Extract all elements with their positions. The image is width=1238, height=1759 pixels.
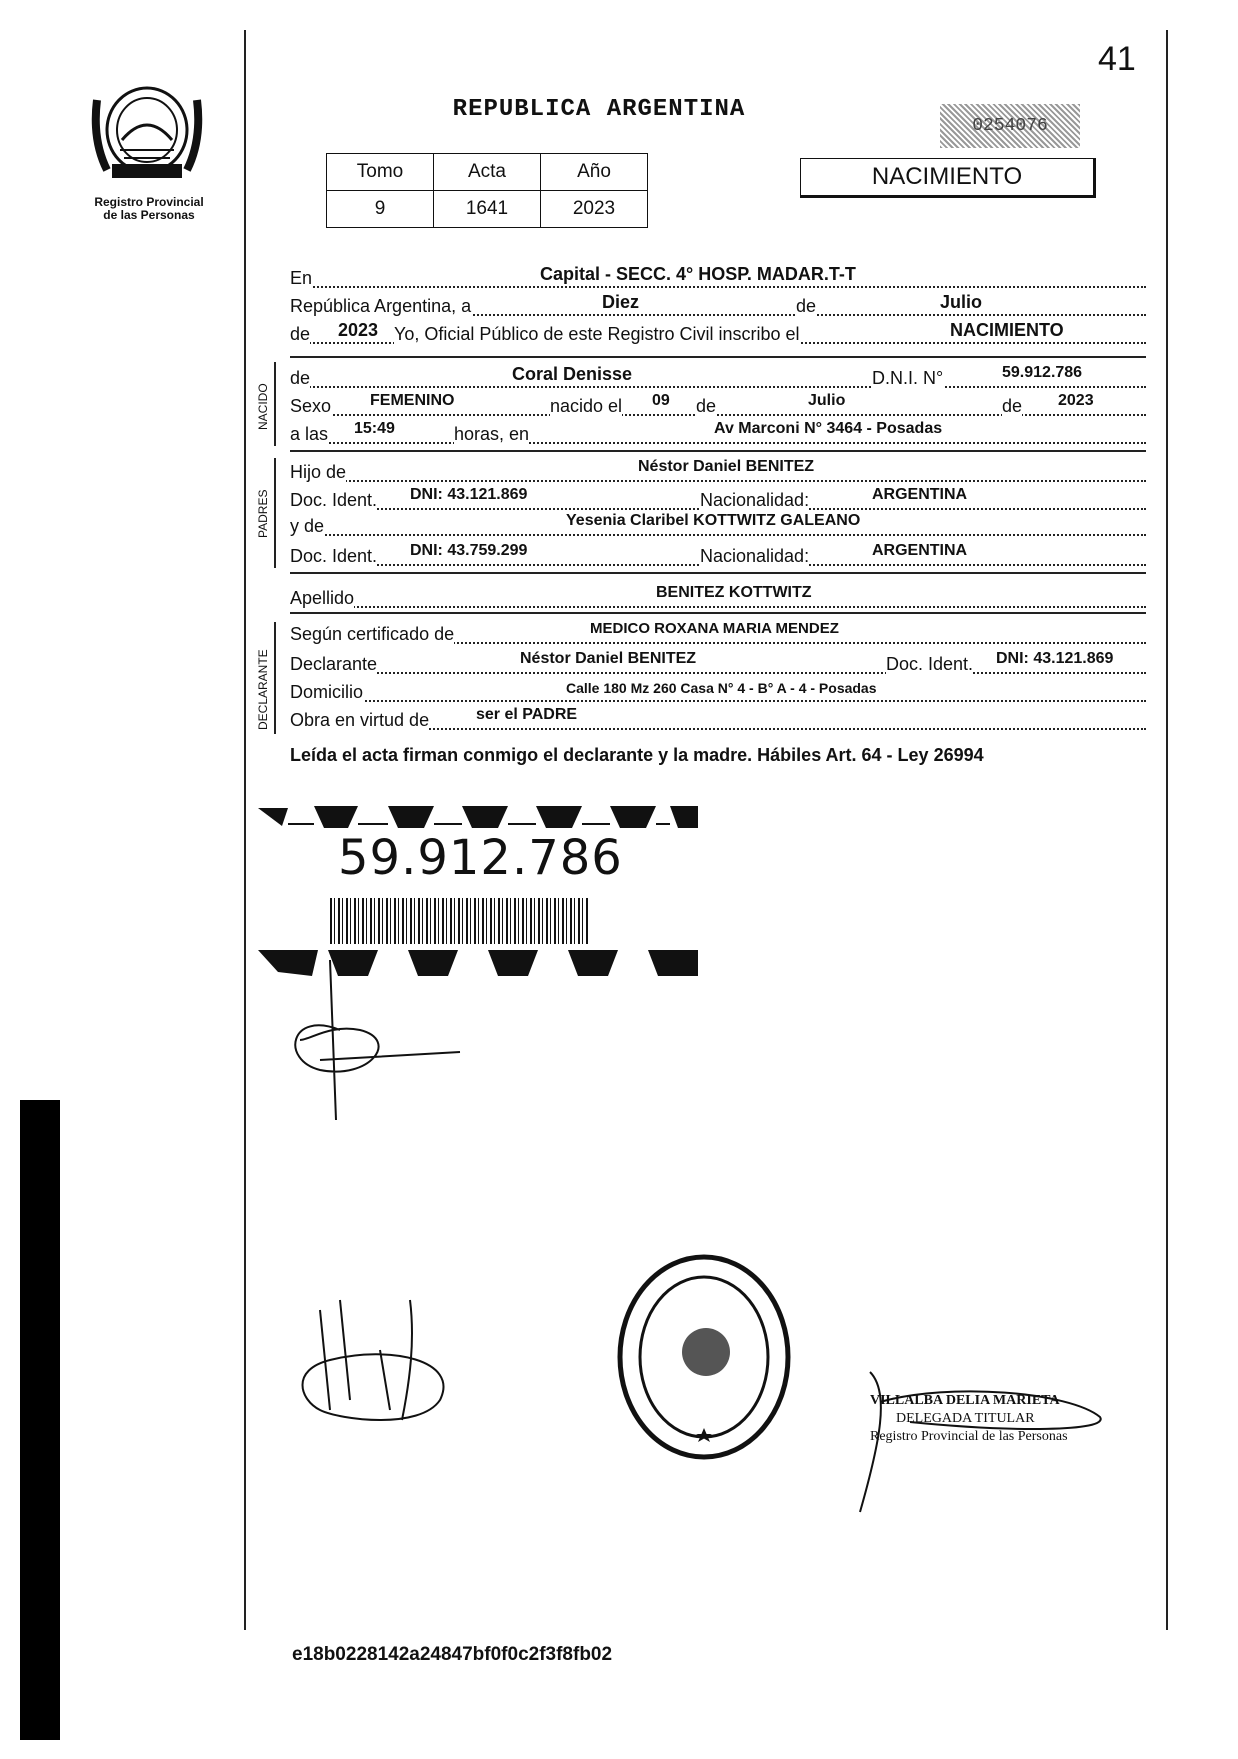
certificate-value: MEDICO ROXANA MARIA MENDEZ bbox=[590, 620, 839, 637]
ref-value-tomo: 9 bbox=[327, 191, 434, 228]
row-mother-doc: Doc. Ident. DNI: 43.759.299 Nacionalidad: ARGENTINA bbox=[290, 542, 1146, 566]
section-label-padres: PADRES bbox=[256, 489, 270, 538]
declarant-doc: DNI: 43.121.869 bbox=[996, 650, 1114, 667]
section-label-declarante: DECLARANTE bbox=[256, 649, 270, 730]
father-doc: DNI: 43.121.869 bbox=[410, 486, 528, 503]
row-place: En Capital - SECC. 4° HOSP. MADAR.T-T bbox=[290, 264, 1146, 288]
barcode-icon bbox=[330, 898, 590, 944]
row-sex-birth: Sexo FEMENINO nacido el 09 de Julio de 2023 bbox=[290, 392, 1146, 416]
declarant-name: Néstor Daniel BENITEZ bbox=[520, 650, 697, 667]
mother-name: Yesenia Claribel KOTTWITZ GALEANO bbox=[566, 512, 861, 529]
left-margin-line bbox=[244, 30, 246, 1630]
birth-month: Julio bbox=[808, 392, 846, 409]
ref-header-acta: Acta bbox=[434, 154, 541, 191]
birth-time: 15:49 bbox=[354, 420, 395, 437]
month-value: Julio bbox=[940, 292, 983, 312]
page-number: 41 bbox=[1098, 40, 1136, 78]
signature-mother-icon bbox=[290, 1280, 480, 1440]
father-name: Néstor Daniel BENITEZ bbox=[638, 458, 815, 475]
domicile-value: Calle 180 Mz 260 Casa N° 4 - B° A - 4 - Posadas bbox=[566, 680, 877, 696]
divider bbox=[290, 612, 1146, 614]
row-mother: y de Yesenia Claribel KOTTWITZ GALEANO bbox=[290, 512, 1146, 536]
ref-header-anio: Año bbox=[541, 154, 648, 191]
row-father-doc: Doc. Ident. DNI: 43.121.869 Nacionalidad: ARGENTINA bbox=[290, 486, 1146, 510]
reference-table bbox=[326, 153, 648, 228]
place-value: Capital - SECC. 4° HOSP. MADAR.T-T bbox=[540, 264, 856, 284]
row-certificate: Según certificado de MEDICO ROXANA MARIA MENDEZ bbox=[290, 620, 1146, 644]
scan-edge bbox=[20, 1100, 60, 1740]
event-value: NACIMIENTO bbox=[950, 320, 1064, 340]
province-crest-icon bbox=[82, 80, 212, 180]
child-name: Coral Denisse bbox=[512, 364, 633, 384]
divider bbox=[290, 356, 1146, 358]
row-time-place: a las 15:49 horas, en Av Marconi N° 3464 - Posadas bbox=[290, 420, 1146, 444]
signature-declarant-icon bbox=[280, 960, 470, 1130]
row-father: Hijo de Néstor Daniel BENITEZ bbox=[290, 458, 1146, 482]
dni-large: 59.912.786 bbox=[338, 830, 623, 886]
birth-day: 09 bbox=[652, 392, 670, 409]
signatory-role: DELEGADA TITULAR bbox=[896, 1411, 1035, 1426]
registry-org-name: Registro Provincial de las Personas bbox=[94, 195, 204, 222]
child-sex: FEMENINO bbox=[370, 392, 455, 409]
row-declarant: Declarante Néstor Daniel BENITEZ Doc. Ident. DNI: 43.121.869 bbox=[290, 650, 1146, 674]
document-title: REPUBLICA ARGENTINA bbox=[452, 96, 746, 123]
row-officer: de 2023 Yo, Oficial Público de este Registro Civil inscribo el NACIMIENTO bbox=[290, 320, 1146, 344]
document-hash: e18b0228142a24847bf0f0c2f3f8fb02 bbox=[292, 1644, 613, 1665]
divider bbox=[290, 450, 1146, 452]
section-label-nacido: NACIDO bbox=[256, 383, 270, 430]
official-seal-icon bbox=[614, 1252, 794, 1462]
nacido-bar bbox=[274, 362, 276, 446]
signatory-org: Registro Provincial de las Personas bbox=[870, 1429, 1068, 1444]
ref-value-acta: 1641 bbox=[434, 191, 541, 228]
reason-value: ser el PADRE bbox=[476, 706, 578, 723]
divider bbox=[290, 572, 1146, 574]
day-value: Diez bbox=[602, 292, 640, 312]
mother-nationality: ARGENTINA bbox=[872, 542, 968, 559]
legal-text: Leída el acta firman conmigo el declarante y la madre. Hábiles Art. 64 - Ley 26994 bbox=[290, 745, 984, 765]
surname-value: BENITEZ KOTTWITZ bbox=[656, 584, 812, 601]
row-child-name: de Coral Denisse D.N.I. N° 59.912.786 bbox=[290, 364, 1146, 388]
document-type-box: NACIMIENTO bbox=[800, 158, 1096, 198]
row-date: República Argentina, a Diez de Julio bbox=[290, 292, 1146, 316]
year-value: 2023 bbox=[338, 320, 379, 340]
signatory-name: VILLALBA DELIA MARIETA bbox=[870, 1393, 1060, 1408]
mother-doc: DNI: 43.759.299 bbox=[410, 542, 528, 559]
birth-place: Av Marconi N° 3464 - Posadas bbox=[714, 420, 943, 437]
birth-year: 2023 bbox=[1058, 392, 1094, 409]
stamp-serial: 0254076 bbox=[940, 104, 1080, 148]
row-domicile: Domicilio Calle 180 Mz 260 Casa N° 4 - B° A - 4 - Posadas bbox=[290, 678, 1146, 702]
security-band-top bbox=[258, 800, 698, 830]
signatory-block bbox=[870, 1392, 1068, 1446]
row-surname: Apellido BENITEZ KOTTWITZ bbox=[290, 584, 1146, 608]
father-nationality: ARGENTINA bbox=[872, 486, 968, 503]
ref-value-anio: 2023 bbox=[541, 191, 648, 228]
child-dni: 59.912.786 bbox=[1002, 364, 1083, 381]
row-reason: Obra en virtud de ser el PADRE bbox=[290, 706, 1146, 730]
padres-bar bbox=[274, 458, 276, 568]
ref-header-tomo: Tomo bbox=[327, 154, 434, 191]
right-margin-line bbox=[1166, 30, 1168, 1630]
declarante-bar bbox=[274, 622, 276, 734]
